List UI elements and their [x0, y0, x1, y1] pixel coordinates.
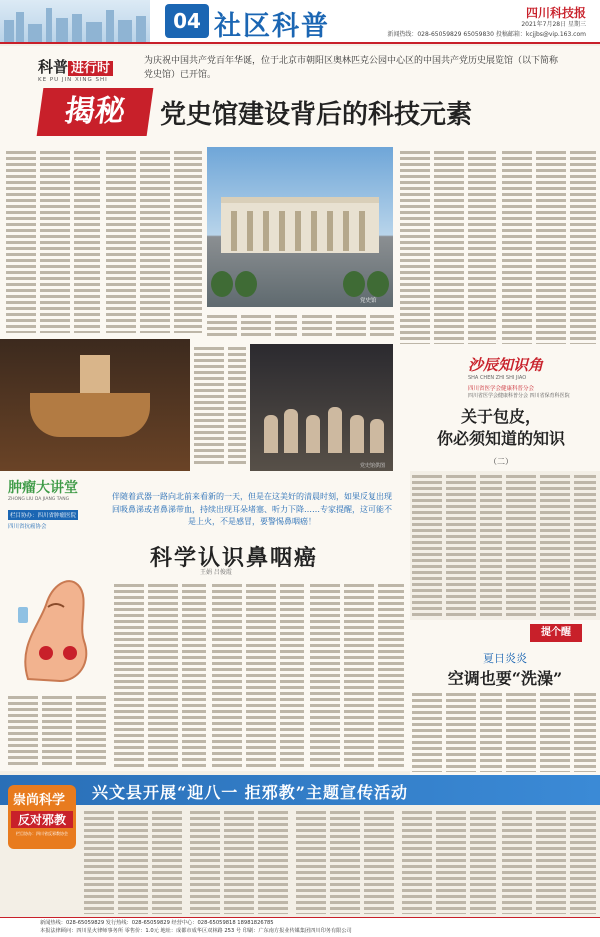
- photo-credit: 党史馆供图: [360, 463, 386, 469]
- body-text-column: [194, 344, 246, 464]
- column-badge-highlight: 进行时: [68, 61, 113, 76]
- issue-date: 2021年7月28日 星期三: [521, 21, 586, 28]
- body-text-column: [506, 472, 596, 618]
- body-text-column: [114, 581, 206, 767]
- body-text-column: [412, 690, 502, 772]
- knowledge-corner-logo: 沙辰知识角: [468, 356, 544, 374]
- contact-info: 新闻热线：028-65059829 65059830 投稿邮箱：kcjjbs@vip.163.com: [387, 31, 586, 38]
- anti-cult-logo-sub: 栏目协办：四川省反邪教协会: [16, 831, 68, 836]
- exhibit-sculpture-photo: [250, 344, 393, 471]
- feature-air-conditioner-cleaning: [410, 620, 600, 775]
- body-text-column: [302, 312, 394, 340]
- activity-banner: [0, 775, 600, 805]
- tips-subtitle: 夏日炎炎: [483, 652, 527, 665]
- body-text-column: [212, 581, 304, 767]
- footer-publishing-info: 本报法律顾问：四川星火律师事务所 零售价：1.0元 地址：成都市成华区双林路 253 号 印刷：广东南方报业传媒集团四川印务有限公司: [40, 927, 352, 934]
- co-organizer-tag-2: 四川省抗癌协会: [8, 524, 47, 530]
- museum-building-photo: [207, 147, 393, 307]
- feature-nasopharyngeal-cancer: [0, 471, 410, 771]
- tumor-lecture-logo: [8, 477, 108, 559]
- feature-party-history-museum: [0, 46, 600, 471]
- masthead: [0, 0, 600, 44]
- column-badge: [38, 56, 130, 83]
- knowledge-corner-pinyin: SHA CHEN ZHI SHI JIAO: [468, 375, 527, 381]
- body-text-column: [400, 148, 496, 344]
- headline-block: [40, 88, 580, 138]
- co-organizer-tag: 栏目协办：四川省肿瘤医院: [8, 510, 78, 520]
- knowledge-article-part: （二）: [489, 457, 513, 466]
- body-text-column: [6, 148, 100, 333]
- article-intro: 为庆祝中国共产党百年华诞，位于北京市朝阳区奥林匹克公园中心区的中国共产党历史展览馆（以下简称党史馆）已开馆。: [144, 56, 559, 80]
- body-text-column: [296, 808, 396, 914]
- page-number: 04: [165, 4, 209, 38]
- body-text-column: [84, 808, 184, 914]
- body-text-column: [502, 808, 596, 914]
- tumor-lecture-pinyin: ZHONG LIU DA JIANG TANG: [8, 497, 70, 502]
- column-pinyin: KE PU JIN XING SHI: [38, 77, 108, 83]
- body-text-column: [310, 581, 404, 767]
- photo-credit: 党史馆: [360, 298, 377, 304]
- body-text-column: [506, 690, 596, 772]
- anti-cult-logo-main: 反对邪教: [11, 811, 73, 828]
- footer-hotlines: 新闻热线：028-65059829 发行热线：028-65059829 经营中心：028-65059818 18981826785: [40, 920, 274, 926]
- knowledge-corner-organizer: 四川省医学会健康科普分会 四川省保育科医院: [468, 393, 570, 399]
- activity-headline: 兴文县开展“迎八一 拒邪教”主题宣传活动: [92, 783, 408, 802]
- page-footer: [0, 917, 600, 937]
- knowledge-title-line1: 关于包皮，: [460, 407, 541, 426]
- body-text-column: [412, 472, 502, 618]
- anti-cult-logo: [8, 785, 76, 849]
- body-text-column: [207, 312, 297, 340]
- newspaper-brand: 四川科技报: [525, 6, 586, 20]
- section-title: 社区科普: [214, 11, 330, 42]
- headline: 党史馆建设背后的科技元素: [160, 100, 473, 130]
- tumor-lecture-title: 肿瘤大讲堂: [8, 480, 78, 496]
- body-text-column: [402, 808, 496, 914]
- body-text-column: [106, 148, 202, 333]
- exhibit-ship-photo: [0, 339, 190, 471]
- health-lead-quote: 伴随着武器一路向北前来看新的一天，但是在这美好的清晨时刻，如果反复出现回吸鼻涕或者鼻涕带血，持续出现耳朵堵塞、听力下降……专家提醒，这可能不是上火，不是感冒，要警惕鼻咽癌！: [112, 492, 392, 526]
- health-article-title: 科学认识鼻咽癌: [150, 545, 319, 571]
- knowledge-corner-column: 四川省医学会健康科普分会: [468, 386, 535, 392]
- body-text-column: [8, 693, 108, 765]
- headline-tag: 揭秘: [37, 88, 154, 136]
- health-byline: 王娟 吕俊霞: [200, 569, 232, 576]
- body-text-column: [502, 148, 596, 344]
- nose-illustration: [8, 567, 108, 687]
- skyline-graphic: [0, 0, 150, 42]
- tips-title: 空调也要“洗澡”: [447, 669, 563, 688]
- knowledge-title-line2: 你必须知道的知识: [436, 429, 565, 448]
- anti-cult-logo-top: 崇尚科学: [13, 793, 66, 808]
- body-text-column: [190, 808, 290, 914]
- knowledge-article-title: [406, 406, 596, 450]
- column-name: 科普: [38, 58, 69, 76]
- tips-badge: 提个醒: [530, 624, 582, 642]
